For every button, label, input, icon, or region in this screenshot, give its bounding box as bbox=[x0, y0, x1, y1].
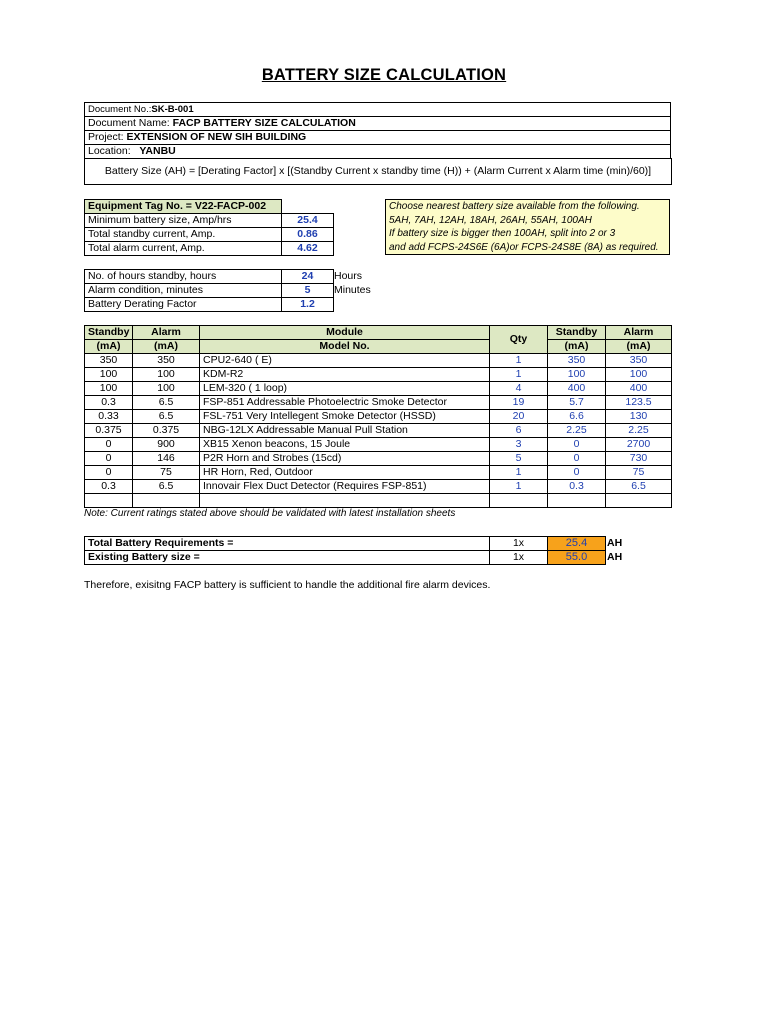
cell-total-standby bbox=[548, 494, 606, 508]
param-label: Battery Derating Factor bbox=[85, 298, 282, 312]
project-row bbox=[85, 131, 671, 145]
param-value: 5 bbox=[282, 284, 334, 298]
cell-total-alarm: 75 bbox=[606, 466, 672, 480]
doc-no-cell bbox=[85, 103, 671, 117]
cell-standby: 0.33 bbox=[85, 410, 133, 424]
cell-standby: 0 bbox=[85, 438, 133, 452]
total-multiplier: 1x bbox=[490, 537, 548, 551]
summary-row bbox=[85, 214, 334, 228]
cell-standby: 0.3 bbox=[85, 480, 133, 494]
doc-no-label: Document No.: bbox=[88, 104, 152, 115]
header-module: Module bbox=[200, 326, 490, 340]
note-line: 5AH, 7AH, 12AH, 18AH, 26AH, 55AH, 100AH bbox=[389, 214, 592, 226]
doc-name-row bbox=[85, 117, 671, 131]
battery-size-note bbox=[385, 199, 670, 255]
cell-total-alarm bbox=[606, 494, 672, 508]
equipment-tag: Equipment Tag No. = V22-FACP-002 bbox=[85, 200, 282, 214]
cell-model: CPU2-640 ( E) bbox=[200, 354, 490, 368]
location-label: Location: bbox=[88, 145, 131, 157]
cell-qty: 1 bbox=[490, 368, 548, 382]
summary-table bbox=[84, 199, 334, 256]
param-label: Alarm condition, minutes bbox=[85, 284, 282, 298]
table-row bbox=[85, 396, 672, 410]
doc-no-value: SK-B-001 bbox=[151, 104, 194, 115]
location-value: YANBU bbox=[139, 145, 176, 157]
document-info-table bbox=[84, 102, 671, 159]
header-unit: (mA) bbox=[133, 340, 200, 354]
param-row bbox=[85, 284, 334, 298]
total-row bbox=[85, 537, 606, 551]
doc-no-row bbox=[85, 103, 671, 117]
note-line: If battery size is bigger then 100AH, split into 2 or 3 bbox=[389, 228, 616, 239]
cell-alarm: 100 bbox=[133, 368, 200, 382]
cell-standby: 350 bbox=[85, 354, 133, 368]
header-total-alarm: Alarm bbox=[606, 326, 672, 340]
minutes-unit: Minutes bbox=[334, 284, 371, 296]
cell-total-alarm: 6.5 bbox=[606, 480, 672, 494]
project-label: Project: bbox=[88, 131, 124, 143]
cell-qty: 5 bbox=[490, 452, 548, 466]
cell-model: LEM-320 ( 1 loop) bbox=[200, 382, 490, 396]
header-alarm: Alarm bbox=[133, 326, 200, 340]
cell-standby: 0.375 bbox=[85, 424, 133, 438]
summary-row bbox=[85, 242, 334, 256]
summary-value: 0.86 bbox=[282, 228, 334, 242]
cell-standby: 0.3 bbox=[85, 396, 133, 410]
cell-standby: 0 bbox=[85, 466, 133, 480]
cell-qty: 1 bbox=[490, 480, 548, 494]
cell-standby bbox=[85, 494, 133, 508]
header-unit: (mA) bbox=[548, 340, 606, 354]
doc-name-label: Document Name: bbox=[88, 117, 170, 129]
cell-model: HR Horn, Red, Outdoor bbox=[200, 466, 490, 480]
param-value: 24 bbox=[282, 270, 334, 284]
table-header-row bbox=[85, 326, 672, 340]
cell-qty: 1 bbox=[490, 354, 548, 368]
cell-total-alarm: 350 bbox=[606, 354, 672, 368]
total-label: Existing Battery size = bbox=[85, 551, 490, 565]
cell-total-standby: 5.7 bbox=[548, 396, 606, 410]
cell-total-standby: 350 bbox=[548, 354, 606, 368]
table-row bbox=[85, 480, 672, 494]
cell-total-standby: 0 bbox=[548, 466, 606, 480]
table-row bbox=[85, 424, 672, 438]
validation-note: Note: Current ratings stated above should be validated with latest installation sheets bbox=[84, 508, 456, 519]
parameters-table bbox=[84, 269, 334, 312]
total-row bbox=[85, 551, 606, 565]
total-label: Total Battery Requirements = bbox=[85, 537, 490, 551]
cell-standby: 0 bbox=[85, 452, 133, 466]
cell-total-standby: 400 bbox=[548, 382, 606, 396]
cell-total-standby: 100 bbox=[548, 368, 606, 382]
cell-total-alarm: 123.5 bbox=[606, 396, 672, 410]
cell-total-alarm: 2700 bbox=[606, 438, 672, 452]
cell-total-standby: 0.3 bbox=[548, 480, 606, 494]
page-title: BATTERY SIZE CALCULATION bbox=[261, 66, 507, 84]
header-total-standby: Standby bbox=[548, 326, 606, 340]
cell-model: XB15 Xenon beacons, 15 Joule bbox=[200, 438, 490, 452]
cell-total-alarm: 100 bbox=[606, 368, 672, 382]
cell-alarm: 100 bbox=[133, 382, 200, 396]
location-cell bbox=[85, 145, 671, 159]
cell-alarm bbox=[133, 494, 200, 508]
note-line: Choose nearest battery size available from the following. bbox=[389, 201, 640, 212]
summary-value: 25.4 bbox=[282, 214, 334, 228]
param-row bbox=[85, 270, 334, 284]
total-unit: AH bbox=[607, 537, 623, 549]
cell-model: FSP-851 Addressable Photoelectric Smoke Detector bbox=[200, 396, 490, 410]
cell-qty: 20 bbox=[490, 410, 548, 424]
header-unit: (mA) bbox=[85, 340, 133, 354]
param-label: No. of hours standby, hours bbox=[85, 270, 282, 284]
table-row bbox=[85, 438, 672, 452]
param-row bbox=[85, 298, 334, 312]
cell-total-alarm: 730 bbox=[606, 452, 672, 466]
header-standby: Standby bbox=[85, 326, 133, 340]
cell-model: NBG-12LX Addressable Manual Pull Station bbox=[200, 424, 490, 438]
cell-qty: 1 bbox=[490, 466, 548, 480]
formula-text: Battery Size (AH) = [Derating Factor] x [(Standby Current x standby time (H)) + (Alarm Current x Alarm time (min)/60)] bbox=[84, 158, 672, 185]
project-value: EXTENSION OF NEW SIH BUILDING bbox=[126, 131, 307, 143]
cell-alarm: 900 bbox=[133, 438, 200, 452]
cell-model: Innovair Flex Duct Detector (Requires FSP-851) bbox=[200, 480, 490, 494]
summary-value: 4.62 bbox=[282, 242, 334, 256]
doc-name-value: FACP BATTERY SIZE CALCULATION bbox=[172, 117, 356, 129]
cell-model: KDM-R2 bbox=[200, 368, 490, 382]
cell-model bbox=[200, 494, 490, 508]
table-row bbox=[85, 452, 672, 466]
project-cell bbox=[85, 131, 671, 145]
cell-qty: 3 bbox=[490, 438, 548, 452]
table-row bbox=[85, 466, 672, 480]
tag-row bbox=[85, 200, 334, 214]
cell-alarm: 6.5 bbox=[133, 480, 200, 494]
cell-standby: 100 bbox=[85, 368, 133, 382]
cell-alarm: 75 bbox=[133, 466, 200, 480]
cell-model: FSL-751 Very Intellegent Smoke Detector (HSSD) bbox=[200, 410, 490, 424]
summary-label: Total standby current, Amp. bbox=[85, 228, 282, 242]
header-unit: (mA) bbox=[606, 340, 672, 354]
total-value: 25.4 bbox=[548, 537, 606, 551]
cell-model: P2R Horn and Strobes (15cd) bbox=[200, 452, 490, 466]
summary-label: Total alarm current, Amp. bbox=[85, 242, 282, 256]
cell-qty: 19 bbox=[490, 396, 548, 410]
cell-total-alarm: 400 bbox=[606, 382, 672, 396]
table-header-row bbox=[85, 340, 672, 354]
cell-qty bbox=[490, 494, 548, 508]
cell-alarm: 146 bbox=[133, 452, 200, 466]
cell-qty: 6 bbox=[490, 424, 548, 438]
device-current-table bbox=[84, 325, 672, 508]
summary-label: Minimum battery size, Amp/hrs bbox=[85, 214, 282, 228]
cell-total-alarm: 2.25 bbox=[606, 424, 672, 438]
hours-unit: Hours bbox=[334, 270, 363, 282]
param-value: 1.2 bbox=[282, 298, 334, 312]
table-row bbox=[85, 368, 672, 382]
cell-alarm: 6.5 bbox=[133, 410, 200, 424]
cell-alarm: 350 bbox=[133, 354, 200, 368]
header-qty: Qty bbox=[490, 326, 548, 354]
cell-total-standby: 6.6 bbox=[548, 410, 606, 424]
cell-standby: 100 bbox=[85, 382, 133, 396]
table-row bbox=[85, 410, 672, 424]
totals-table bbox=[84, 536, 606, 565]
total-unit: AH bbox=[607, 551, 623, 563]
location-row bbox=[85, 145, 671, 159]
note-line: and add FCPS-24S6E (6A)or FCPS-24S8E (8A) as required. bbox=[389, 241, 659, 253]
cell-alarm: 0.375 bbox=[133, 424, 200, 438]
total-value: 55.0 bbox=[548, 551, 606, 565]
doc-name-cell bbox=[85, 117, 671, 131]
conclusion-text: Therefore, exisitng FACP battery is sufficient to handle the additional fire alarm devices. bbox=[84, 579, 491, 591]
cell-total-standby: 2.25 bbox=[548, 424, 606, 438]
summary-row bbox=[85, 228, 334, 242]
total-multiplier: 1x bbox=[490, 551, 548, 565]
cell-total-alarm: 130 bbox=[606, 410, 672, 424]
table-row bbox=[85, 494, 672, 508]
cell-total-standby: 0 bbox=[548, 438, 606, 452]
cell-total-standby: 0 bbox=[548, 452, 606, 466]
cell-qty: 4 bbox=[490, 382, 548, 396]
cell-alarm: 6.5 bbox=[133, 396, 200, 410]
table-row bbox=[85, 382, 672, 396]
header-model: Model No. bbox=[200, 340, 490, 354]
table-row bbox=[85, 354, 672, 368]
